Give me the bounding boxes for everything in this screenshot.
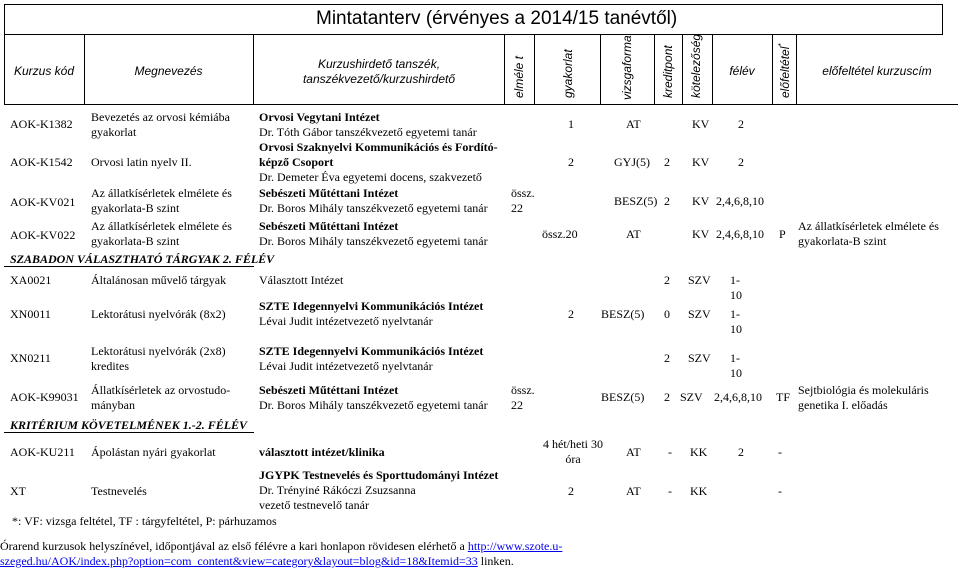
obligation: KK [690, 484, 708, 498]
footnote: *: VF: vizsga feltétel, TF : tárgyfeltétel, P: párhuzamos [12, 514, 277, 528]
course-code: XA0021 [10, 273, 52, 287]
practice-hours: 2 [568, 155, 574, 169]
header-department: Kurzushirdető tanszék, tanszékvezető/kurzushirdető [302, 57, 456, 86]
course-name: Lektorátusi nyelvórák (8x2) [91, 307, 226, 321]
credit: 2 [664, 351, 670, 365]
course-department: Sebészeti Műtéttani Intézet Dr. Boros Mihály tanszékvezető egyetemi tanár [259, 383, 488, 412]
obligation: SZV [688, 273, 711, 287]
header-divider [4, 104, 958, 105]
course-name: Az állatkísérletek elmélete és gyakorlata-B szint [91, 219, 232, 248]
theory-hours: 4 hét/heti 30 óra [543, 437, 603, 466]
header-practice: gyakorlat [561, 49, 575, 98]
section-heading: SZABADON VÁLASZTHATÓ TÁRGYAK 2. FÉLÉV [10, 252, 275, 266]
credit: - [668, 445, 672, 459]
header-course-code: Kurzus kód [13, 64, 75, 78]
table-border-right [942, 4, 943, 35]
semester: 1-10 [730, 273, 742, 302]
exam-form: AT [626, 484, 641, 498]
credit: 2 [664, 194, 670, 208]
credit: 2 [664, 155, 670, 169]
course-department: Orvosi Vegytani Intézet Dr. Tóth Gábor tanszékvezető egyetemi tanár [259, 110, 477, 139]
obligation: KK [690, 445, 708, 459]
obligation: SZV [688, 351, 711, 365]
semester: 2,4,6,8,10 [716, 227, 764, 241]
col-sep-6 [654, 34, 655, 104]
prerequisite-type: - [778, 484, 782, 498]
course-name: Általánosan művelő tárgyak [91, 273, 227, 287]
theory-hours: össz. 22 [511, 383, 535, 412]
course-department: Sebészeti Műtéttani Intézet Dr. Boros Mihály tanszékvezető egyetemi tanár [259, 186, 488, 215]
course-code: AOK-K1542 [10, 155, 73, 169]
section-underline [4, 432, 254, 433]
header-prerequisite-title: előfeltétel kurzuscím [822, 64, 932, 78]
prerequisite-type: - [778, 445, 782, 459]
course-code: AOK-KV021 [10, 195, 76, 209]
schedule-link[interactable]: http://www.szote.u- [467, 539, 563, 553]
exam-form: AT [626, 117, 641, 131]
course-name: Orvosi latin nyelv II. [91, 155, 192, 169]
prerequisite-title: Sejtbiológia és molekuláris genetika I. előadás [798, 383, 929, 412]
course-department: SZTE Idegennyelvi Kommunikációs Intézet Lévai Judit intézetvezető nyelvtanár [259, 344, 484, 373]
col-sep-7 [682, 34, 683, 104]
table-border-left [4, 4, 5, 105]
header-theory: elméle t [512, 55, 526, 98]
semester: 2 [738, 117, 744, 131]
col-sep-4 [534, 34, 535, 104]
practice-hours: 2 [568, 484, 574, 498]
exam-form: AT [626, 227, 641, 241]
exam-form: BESZ(5) [614, 194, 658, 208]
course-code: XT [10, 484, 26, 498]
course-name: Ápolástan nyári gyakorlat [91, 445, 216, 459]
credit: - [668, 484, 672, 498]
course-code: AOK-KV022 [10, 228, 76, 242]
exam-form: BESZ(5) [601, 307, 645, 321]
credit: 0 [664, 307, 670, 321]
schedule-link-continued[interactable]: szeged.hu/AOK/index.php?option=com_content&view=category&layout=blog&id=18&Itemid=33 [0, 554, 478, 568]
semester: 2 [738, 155, 744, 169]
header-credit: kreditpont [661, 45, 675, 98]
course-code: AOK-K99031 [10, 390, 79, 404]
title-divider [4, 34, 942, 35]
course-department: választott intézet/klinika [259, 445, 385, 459]
course-department: SZTE Idegennyelvi Kommunikációs Intézet Lévai Judit intézetvezető nyelvtanár [259, 299, 484, 328]
header-prerequisite: előfeltétel* [777, 43, 792, 98]
prerequisite-type: P [779, 227, 786, 241]
course-name: Állatkísérletek az orvostudo- mányban [91, 383, 231, 412]
semester: 2 [738, 445, 744, 459]
course-name: Az állatkísérletek elmélete és gyakorlata-B szint [91, 186, 232, 215]
obligation: KV [692, 194, 710, 208]
prerequisite-type: TF [776, 390, 791, 404]
practice-hours: 1 [568, 117, 574, 131]
course-code: AOK-K1382 [10, 117, 73, 131]
section-heading: KRITÉRIUM KÖVETELMÉNEK 1.-2. FÉLÉV [10, 418, 248, 432]
course-department: Választott Intézet [259, 273, 344, 287]
course-name: Bevezetés az orvosi kémiába gyakorlat [91, 110, 230, 139]
course-name: Lektorátusi nyelvórák (2x8) kredites [91, 344, 226, 373]
exam-form: BESZ(5) [601, 390, 645, 404]
footer-note: Órarend kurzusok helyszínével, időpontjával az első félévre a kari honlapon rövidesen elérhető a http://www.szote.u- szeged.hu/AOK/index.php?option=com_content&view=category&layout=blog&id=18&Itemid=33 linken. [0, 539, 563, 568]
semester: 2,4,6,8,10 [714, 390, 762, 404]
page-title: Mintatanterv (érvényes a 2014/15 tanévtől) [316, 8, 678, 29]
course-department: Orvosi Szaknyelvi Kommunikációs és Fordító- képző Csoport Dr. Demeter Éva egyetemi docens, szakvezető [259, 140, 498, 184]
semester: 1-10 [730, 351, 742, 380]
prerequisite-title: Az állatkísérletek elmélete és gyakorlata-B szint [798, 219, 939, 248]
col-sep-3 [504, 34, 505, 104]
header-semester: félév [729, 64, 755, 78]
col-sep-5 [600, 34, 601, 104]
section-underline [4, 266, 254, 267]
table-border-top [4, 4, 942, 5]
theory-hours: össz. 22 [511, 186, 535, 215]
obligation: KV [692, 117, 710, 131]
header-obligation: kötelezőség [689, 33, 703, 98]
col-sep-9 [772, 34, 773, 104]
semester: 1-10 [730, 307, 742, 336]
credit: 2 [664, 390, 670, 404]
course-code: XN0211 [10, 351, 51, 365]
obligation: KV [692, 227, 710, 241]
obligation: SZV [680, 390, 703, 404]
header-exam-form: vizsgaforma [620, 35, 634, 100]
practice-hours: össz.20 [542, 227, 578, 241]
credit: 2 [664, 273, 670, 287]
course-code: AOK-KU211 [10, 445, 75, 459]
course-department: JGYPK Testnevelés és Sporttudományi Intézet Dr. Trényiné Rákóczi Zsuzsanna vezető testnevelő tanár [259, 468, 499, 512]
semester: 2,4,6,8,10 [716, 194, 764, 208]
course-name: Testnevelés [91, 484, 147, 498]
obligation: SZV [688, 307, 711, 321]
header-course-name: Megnevezés [134, 64, 203, 78]
course-department: Sebészeti Műtéttani Intézet Dr. Boros Mihály tanszékvezető egyetemi tanár [259, 219, 488, 248]
exam-form: AT [626, 445, 641, 459]
course-code: XN0011 [10, 307, 51, 321]
exam-form: GYJ(5) [614, 155, 650, 169]
obligation: KV [692, 155, 710, 169]
practice-hours: 2 [568, 307, 574, 321]
